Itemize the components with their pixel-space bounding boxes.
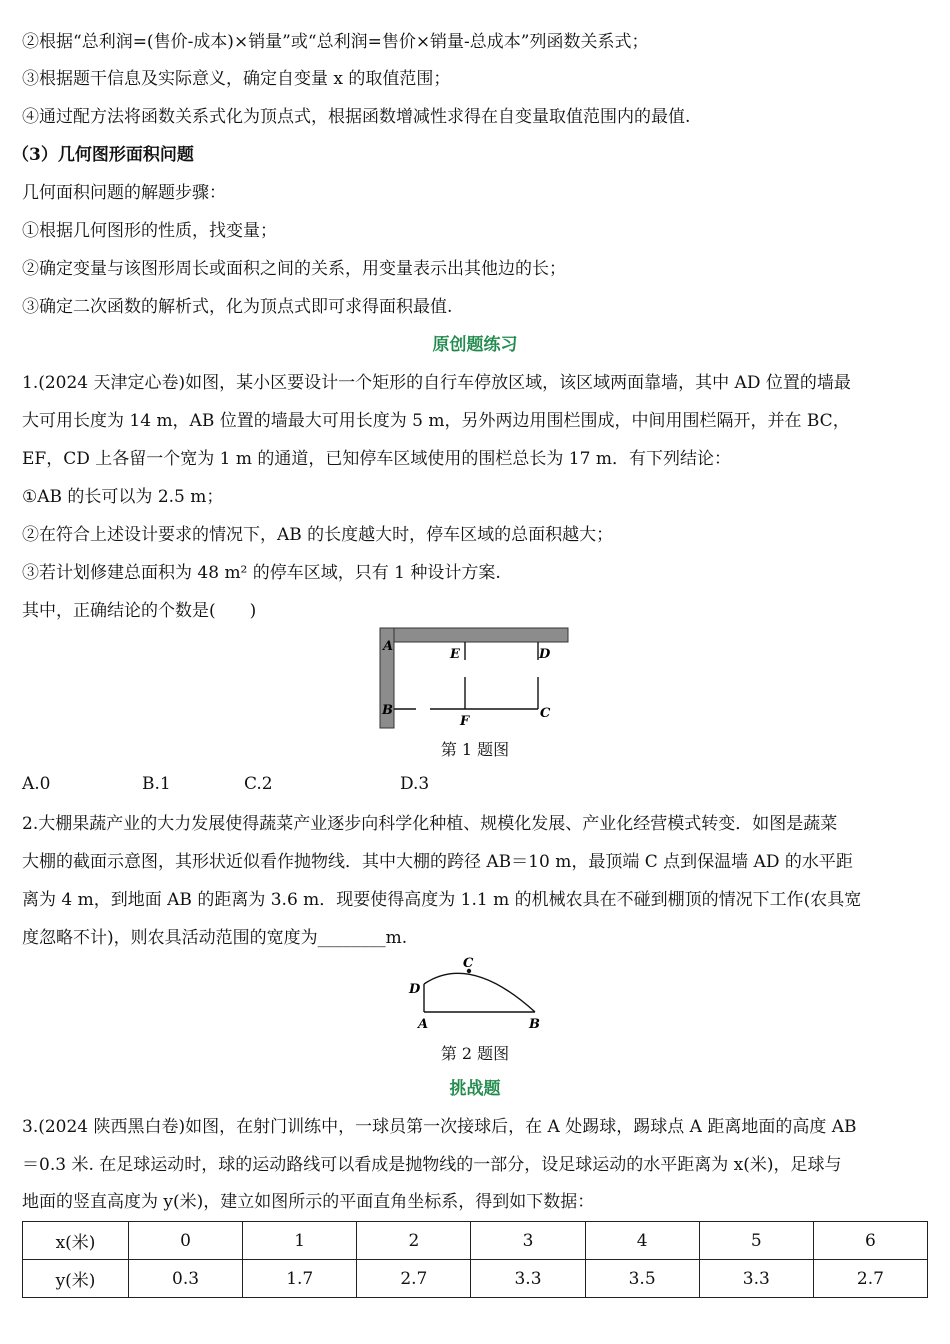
q2-label-a: A [418, 1017, 429, 1032]
table-cell: 2 [357, 1222, 471, 1260]
table-cell: 3 [471, 1222, 585, 1260]
q1-label-d: D [539, 647, 551, 662]
intro-step-2: ②根据“总利润=(售价-成本)×销量”或“总利润=售价×销量-总成本”列函数关系式； [22, 32, 649, 52]
q1-statement-3: ③若计划修建总面积为 48 m² 的停车区域，只有 1 种设计方案. [22, 563, 501, 583]
q1-line-1: 1.(2024 天津定心卷)如图，某小区要设计一个矩形的自行车停放区域，该区域两面靠墙，其中 AD 位置的墙最 [22, 373, 851, 393]
table-cell: 3.5 [585, 1260, 699, 1298]
q1-label-c: C [540, 706, 551, 721]
q1-statement-1: ①AB 的长可以为 2.5 m； [22, 487, 224, 507]
q1-caption: 第 1 题图 [440, 740, 510, 759]
section-3-step-1: ①根据几何图形的性质，找变量； [22, 221, 277, 241]
q3-line-1: 3.(2024 陕西黑白卷)如图，在射门训练中，一球员第一次接球后，在 A 处踢球，踢球点 A 距离地面的高度 AB [22, 1117, 857, 1137]
table-cell: 1.7 [243, 1260, 357, 1298]
q1-option-c: C.2 [244, 774, 273, 794]
q2-parabola [424, 973, 535, 1012]
q1-line-3: EF，CD 上各留一个宽为 1 m 的通道，已知停车区域使用的围栏总长为 17 m．有下列结论： [22, 449, 731, 469]
q2-label-b: B [529, 1017, 540, 1032]
q1-label-b: B [382, 703, 393, 718]
section-3-step-2: ②确定变量与该图形周长或面积之间的关系，用变量表示出其他边的长； [22, 259, 566, 279]
table-row [23, 1222, 928, 1260]
q2-line-1: 2.大棚果蔬产业的大力发展使得蔬菜产业逐步向科学化种植、规模化发展、产业化经营模式转变．如图是蔬菜 [22, 814, 838, 834]
q1-figure [370, 625, 580, 735]
table-cell: 4 [585, 1222, 699, 1260]
q1-option-a: A.0 [22, 774, 51, 794]
q1-label-a: A [383, 639, 394, 654]
q2-line-3: 离为 4 m，到地面 AB 的距离为 3.6 m．现要使得高度为 1.1 m 的机械农具在不碰到棚顶的情况下工作(农具宽 [22, 890, 862, 910]
q1-wall-ad [380, 628, 568, 642]
q2-label-c: C [463, 956, 474, 971]
table-header-x: x(米) [23, 1222, 129, 1260]
q1-line-2: 大可用长度为 14 m，AB 位置的墙最大可用长度为 5 m，另外两边用围栏围成，中间用围栏隔开，并在 BC， [22, 411, 850, 431]
table-cell: 1 [243, 1222, 357, 1260]
section-3-title: （3）几何图形面积问题 [12, 145, 194, 165]
heading-original-practice: 原创题练习 [432, 335, 518, 355]
table-header-y: y(米) [23, 1260, 129, 1298]
q1-label-f: F [460, 714, 470, 729]
q1-option-d: D.3 [400, 774, 430, 794]
section-3-lead: 几何面积问题的解题步骤： [22, 183, 226, 203]
q2-line-4: 度忽略不计)，则农具活动范围的宽度为________m. [22, 928, 408, 948]
q3-line-3: 地面的竖直高度为 y(米)，建立如图所示的平面直角坐标系，得到如下数据： [22, 1192, 595, 1212]
table-cell: 0.3 [129, 1260, 243, 1298]
table-cell: 3.3 [699, 1260, 813, 1298]
section-3-step-3: ③确定二次函数的解析式，化为顶点式即可求得面积最值. [22, 297, 453, 317]
table-cell: 2.7 [813, 1260, 927, 1298]
table-row [23, 1260, 928, 1298]
q1-option-b: B.1 [142, 774, 171, 794]
q1-label-e: E [450, 647, 460, 662]
q3-line-2: ＝0.3 米. 在足球运动时，球的运动路线可以看成是抛物线的一部分，设足球运动的水平距离为 x(米)，足球与 [22, 1155, 842, 1175]
intro-step-4: ④通过配方法将函数关系式化为顶点式，根据函数增减性求得在自变量取值范围内的最值. [22, 107, 691, 127]
q2-label-d: D [409, 982, 421, 997]
table-cell: 2.7 [357, 1260, 471, 1298]
table-cell: 0 [129, 1222, 243, 1260]
q2-figure [400, 955, 550, 1035]
heading-challenge: 挑战题 [449, 1079, 501, 1099]
table-cell: 6 [813, 1222, 927, 1260]
q1-question: 其中，正确结论的个数是( ) [22, 601, 257, 621]
q2-line-2: 大棚的截面示意图，其形状近似看作抛物线．其中大棚的跨径 AB＝10 m，最顶端 C 点到保温墙 AD 的水平距 [22, 852, 853, 872]
q2-caption: 第 2 题图 [440, 1044, 510, 1063]
table-cell: 3.3 [471, 1260, 585, 1298]
q3-data-table [22, 1221, 928, 1298]
intro-step-3: ③根据题干信息及实际意义，确定自变量 x 的取值范围； [22, 69, 451, 89]
table-cell: 5 [699, 1222, 813, 1260]
q1-statement-2: ②在符合上述设计要求的情况下，AB 的长度越大时，停车区域的总面积越大； [22, 525, 614, 545]
